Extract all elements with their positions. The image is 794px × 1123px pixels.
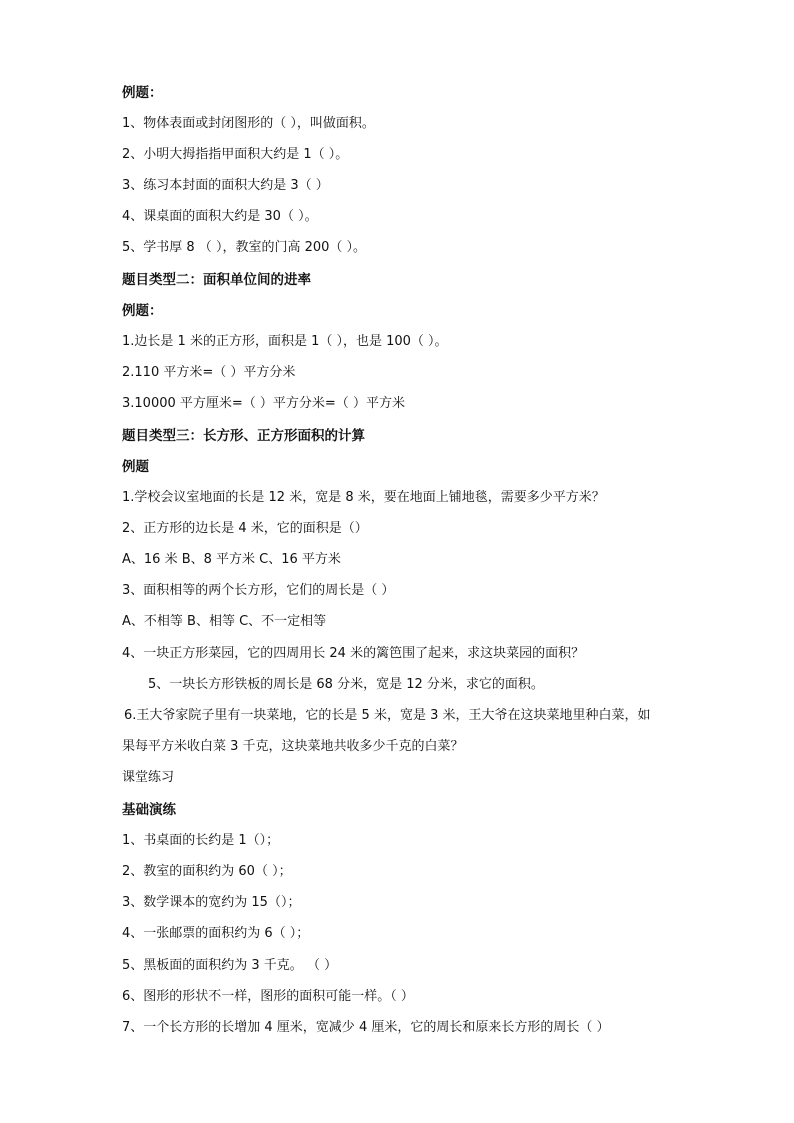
question-line: 3、数学课本的宽约为 15（）； (122, 895, 301, 910)
question-line: 3、练习本封面的面积大约是 3（ ） (122, 178, 329, 193)
question-line: 2、正方形的边长是 4 米，它的面积是（） (122, 521, 368, 536)
question-line: 4、一块正方形菜园，它的四周用长 24 米的篱笆围了起来，求这块菜园的面积？ (122, 646, 585, 661)
question-line: 3、面积相等的两个长方形，它们的周长是（ ） (122, 583, 395, 598)
question-line: 5、学书厚 8 （ ），教室的门高 200（ ）。 (122, 240, 367, 255)
question-line-continued: 果每平方米收白菜 3 千克，这块菜地共收多少千克的白菜？ (122, 739, 464, 754)
example-heading-2: 例题： (122, 303, 163, 319)
question-line: 1.学校会议室地面的长是 12 米，宽是 8 米，要在地面上铺地毯，需要多少平方米？ (122, 490, 605, 505)
section-heading-type2: 题目类型二：面积单位间的进率 (122, 272, 311, 288)
section-heading-basic: 基础演练 (122, 802, 176, 818)
question-line: 1、物体表面或封闭图形的（ ），叫做面积。 (122, 116, 375, 131)
question-line: 4、一张邮票的面积约为 6（ ）； (122, 926, 310, 941)
section-heading-classwork: 课堂练习 (122, 770, 175, 785)
question-line: 1.边长是 1 米的正方形，面积是 1（ ），也是 100（ ）。 (122, 334, 448, 349)
section-heading-type3: 题目类型三：长方形、正方形面积的计算 (122, 428, 365, 444)
question-line: 2.110 平方米=（ ）平方分米 (122, 365, 296, 380)
choice-line: A、不相等 B、相等 C、不一定相等 (122, 614, 327, 629)
question-line: 2、教室的面积约为 60（ ）； (122, 864, 292, 879)
question-line: 7、一个长方形的长增加 4 厘米，宽减少 4 厘米，它的周长和原来长方形的周长（ ） (122, 1020, 610, 1035)
question-line: 3.10000 平方厘米=（ ）平方分米=（ ）平方米 (122, 396, 405, 411)
question-line: 5、黑板面的面积约为 3 千克。 （ ） (122, 958, 338, 973)
choice-line: A、16 米 B、8 平方米 C、16 平方米 (122, 552, 341, 567)
question-line: 4、课桌面的面积大约是 30（ ）。 (122, 209, 318, 224)
example-heading-3: 例题 (122, 459, 149, 475)
question-line: 2、小明大拇指指甲面积大约是 1（ ）。 (122, 147, 349, 162)
question-line: 5、一块长方形铁板的周长是 68 分米，宽是 12 分米，求它的面积。 (148, 677, 544, 692)
question-line: 6、图形的形状不一样，图形的面积可能一样。（ ） (122, 989, 414, 1004)
example-heading-1: 例题： (122, 85, 163, 101)
question-line: 1、书桌面的长约是 1（）； (122, 833, 280, 848)
question-line: 6.王大爷家院子里有一块菜地，它的长是 5 米，宽是 3 米，王大爷在这块菜地里种白菜，如 (124, 708, 651, 723)
